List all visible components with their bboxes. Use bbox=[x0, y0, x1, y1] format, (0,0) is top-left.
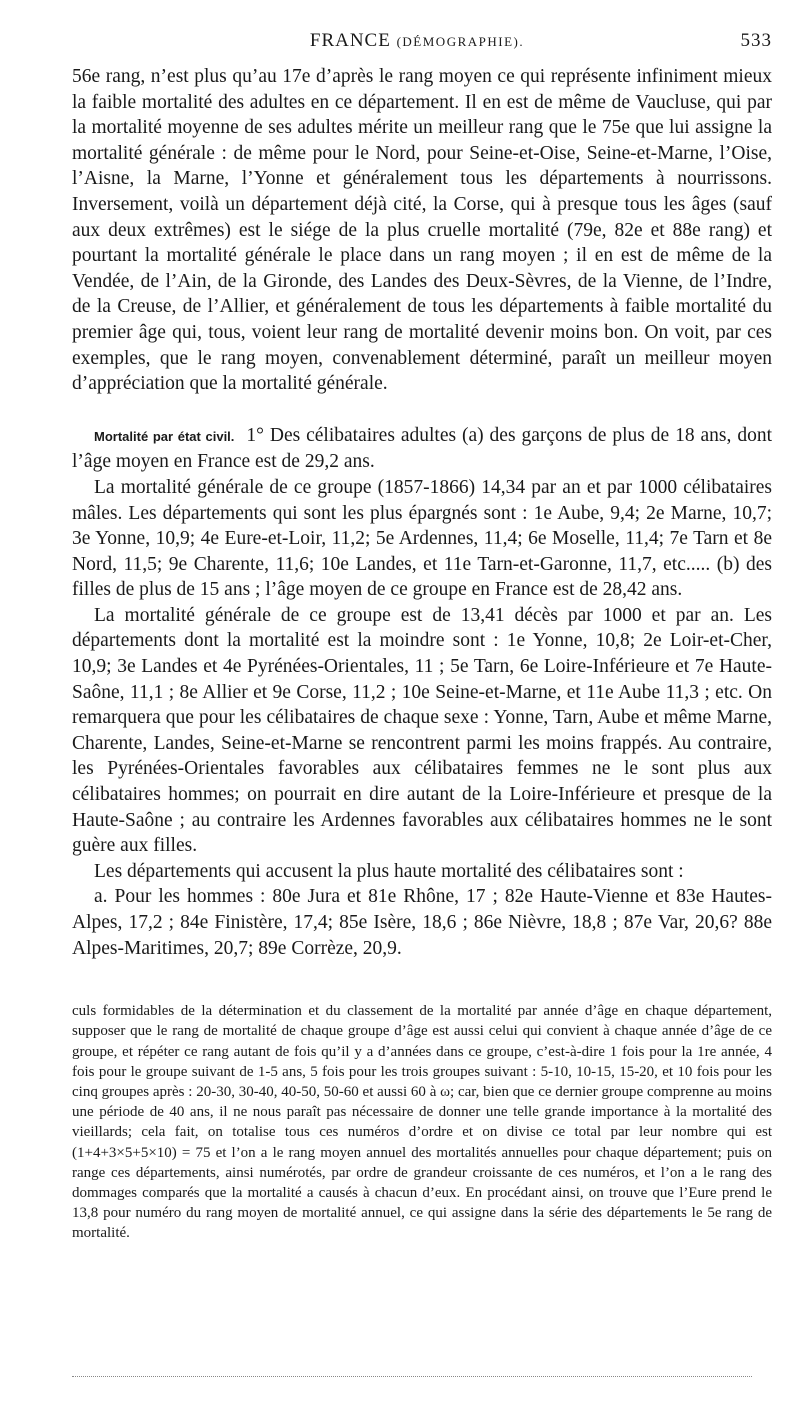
section-gap bbox=[72, 397, 772, 423]
paragraph-men: La mortalité générale de ce groupe (1857-1866) 14,34 par an et par 1000 célibataires mâles. Les départements qui sont les plus épargnés sont : 1e Aube, 9,4; 2e Marne, 10,7; 3e Yonne, 10,9; 4e Eure-et-Loir, 11,2; 5e Ardennes, 11,4; 6e Moselle, 11,4; 7e Tarn et 8e Nord, 11,5; 9e Charente, 11,6; 10e Landes, et 11e Tarn-et-Garonne, 11,7, etc..... (b) des filles de plus de 15 ans ; l’âge moyen de ce groupe en France est de 28,42 ans. bbox=[72, 476, 772, 601]
footnote-text: culs formidables de la détermination et du classement de la mortalité par année d’âge en chaque département, supposer que le rang de mortalité de chaque groupe d’âge est aussi celui qui convient à chaque année d’âge de ce groupe, et répéter ce rang autant de fois qu’il y a d’années dans ce groupe, c’est-à-dire 1 fois pour la 1re année, 4 fois pour le groupe suivant de 1-5 ans, 5 fois pour les trois groupes suivant : 5-10, 10-15, 15-20, et 10 fois pour les cinq groupes après : 20-30, 30-40, 40-50, 50-60 et aussi 60 à ω; car, bien que ce dernier groupe comprenne au moins une période de 40 ans, il ne nous paraît pas nécessaire de donner une telle grande importance à la mortalité des vieillards; cela fait, on totalise tous ces numéros d’ordre et on divise ce total par leur nombre qui est (1+4+3×5+5×10) = 75 et l’on a le rang moyen annuel des mortalités annuelles pour chaque département; puis on range ces départements, ainsi numérotés, par ordre de grandeur croissante de ces numéros, et l’on a le rang des dommages comparés que la mortalité a causés à chacun d’eux. En procédant ainsi, on trouve que l’Eure prend le 13,8 pour numéro du rang moyen de mortalité annuel, ce qui assigne dans la série des départements le 5e rang de mortalité. bbox=[72, 1003, 772, 1242]
paragraph-highest-intro: Les départements qui accusent la plus haute mortalité des célibataires sont : bbox=[94, 860, 684, 882]
running-head bbox=[72, 30, 772, 64]
paragraph-women: La mortalité générale de ce groupe est de 13,41 décès par 1000 et par an. Les départements dont la mortalité est la moindre sont : 1e Yonne, 10,8; 2e Loir-et-Cher, 10,9; 3e Landes et 4e Pyrénées-Orientales, 11 ; 5e Tarn, 6e Loire-Inférieure et 7e Haute-Saône, 11,1 ; 8e Allier et 9e Corse, 11,2 ; 10e Seine-et-Marne, et 11e Aube 11,3 ; etc. On remarquera que pour les célibataires de chaque sexe : Yonne, Tarn, Aube et même Marne, Charente, Landes, Seine-et-Marne se rencontrent parmi les moins frappés. Au contraire, les Pyrénées-Orientales favorables aux célibataires femmes ne le sont plus aux célibataires hommes; on pourrait en dire autant de la Loire-Inférieure et presque de la Haute-Saône ; au contraire les Ardennes favorables aux célibataires hommes ne le sont guère aux filles. bbox=[72, 604, 772, 857]
running-head-title bbox=[72, 30, 722, 52]
page-number: 533 bbox=[740, 30, 772, 51]
footnote bbox=[72, 1001, 772, 1243]
section-lead: 1° Des célibataires adultes (a) des garçons de plus de 18 ans, dont l’âge moyen en France est de 29,2 ans. bbox=[72, 424, 772, 473]
main-text bbox=[72, 64, 772, 961]
section-lead-paragraph bbox=[72, 423, 772, 475]
bottom-rule bbox=[72, 1376, 752, 1377]
header-subtitle: (DÉMOGRAPHIE). bbox=[396, 34, 525, 49]
paragraph-highest-men: a. Pour les hommes : 80e Jura et 81e Rhône, 17 ; 82e Haute-Vienne et 83e Hautes-Alpes, 17,2 ; 84e Finistère, 17,4; 85e Isère, 18,6 ; 86e Nièvre, 18,8 ; 87e Var, 20,6? 88e Alpes-Maritimes, 20,7; 89e Corrèze, 20,9. bbox=[72, 886, 772, 959]
header-title: FRANCE bbox=[309, 30, 391, 51]
section-sidenote: Mortalité par état civil. bbox=[94, 428, 235, 444]
page bbox=[72, 30, 772, 1244]
paragraph-continuation: 56e rang, n’est plus qu’au 17e d’après le rang moyen ce qui représente infiniment mieux la faible mortalité des adultes en ce département. Il en est de même de Vaucluse, qui par la mortalité moyenne de ses adultes mérite un meilleur rang que le 75e que lui assigne la mortalité générale : de même pour le Nord, pour Seine-et-Oise, Seine-et-Marne, l’Oise, l’Aisne, la Marne, l’Yonne et généralement tous les départements à nourrissons. Inversement, voilà un département déjà cité, la Corse, qui à presque tous les âges (sauf aux deux extrêmes) est le siége de la plus cruelle mortalité (79e, 82e et 88e rang) et pourtant la mortalité générale le place dans un rang moyen ; il en est de même de la Vendée, de l’Ain, de la Gironde, des Landes des Deux-Sèvres, de la Vienne, de l’Indre, de la Creuse, de l’Allier, et généralement de tous les départements à faible mortalité du premier âge qui, tous, voient leur rang de mortalité devenir moins bon. On voit, par ces exemples, que le rang moyen, convenablement déterminé, paraît un meilleur moyen d’appréciation que la mortalité générale. bbox=[72, 66, 772, 395]
